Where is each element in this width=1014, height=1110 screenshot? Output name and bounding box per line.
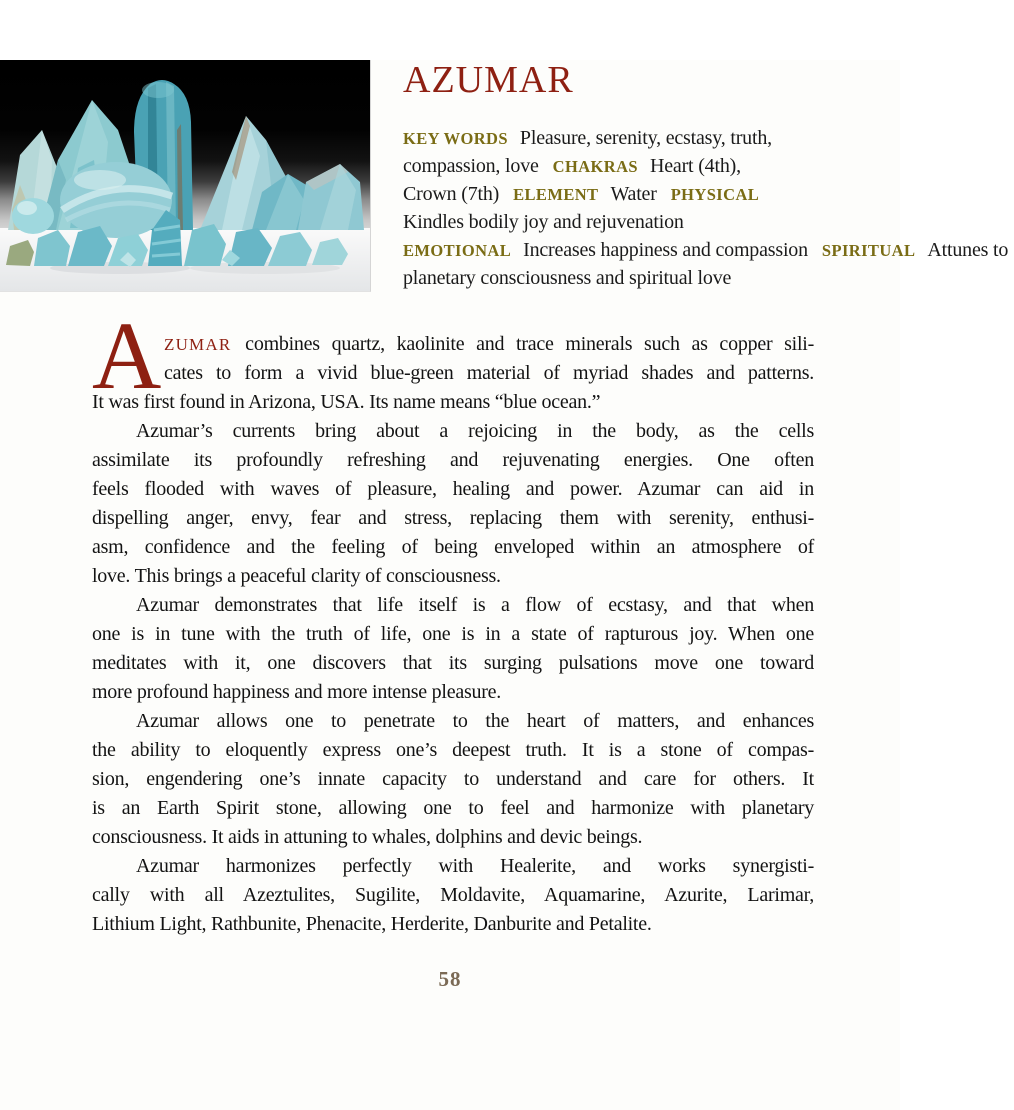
text-line: It was first found in Arizona, USA. Its name means “blue ocean.” <box>92 391 601 413</box>
body-text <box>92 302 814 939</box>
azumar-crystals-photo <box>0 60 371 292</box>
text-line: ZUMAR combines quartz, kaolinite and trace minerals such as copper sili- <box>164 333 814 355</box>
page-number: 58 <box>438 967 462 991</box>
text-line: meditates with it, one discovers that its surging pulsations move one toward <box>92 652 814 674</box>
keyword-label: CHAKRAS <box>552 157 638 176</box>
text-line: is an Earth Spirit stone, allowing one to feel and harmonize with planetary <box>92 797 814 819</box>
text-line: cates to form a vivid blue-green material of myriad shades and patterns. <box>164 362 814 384</box>
keyword-label: PHYSICAL <box>670 185 760 204</box>
keyword-label: KEY WORDS <box>403 129 508 148</box>
keyword-text: Water <box>610 183 657 205</box>
text-line: cally with all Azeztulites, Sugilite, Moldavite, Aquamarine, Azurite, Larimar, <box>92 884 814 906</box>
keyword-text: planetary consciousness and spiritual love <box>403 267 732 289</box>
paragraph <box>92 302 814 417</box>
keyword-label: EMOTIONAL <box>403 241 512 260</box>
text-line: Azumar demonstrates that life itself is a flow of ecstasy, and that when <box>136 594 814 616</box>
text-line: one is in tune with the truth of life, one is in a state of rapturous joy. When one <box>92 623 814 645</box>
text-line: Azumar allows one to penetrate to the heart of matters, and enhances <box>136 710 814 732</box>
lead-word: ZUMAR <box>164 335 232 354</box>
keyword-label: SPIRITUAL <box>821 241 916 260</box>
paragraph <box>92 417 814 591</box>
drop-cap: A <box>92 302 162 409</box>
keyword-text: compassion, love <box>403 155 539 177</box>
text-line: feels flooded with waves of pleasure, healing and power. Azumar can aid in <box>92 478 814 500</box>
book-page <box>0 59 1009 1110</box>
text-line: asm, confidence and the feeling of being enveloped within an atmosphere of <box>92 536 814 558</box>
keyword-text: Kindles bodily joy and rejuvenation <box>403 211 684 233</box>
keyword-text: Pleasure, serenity, ecstasy, truth, <box>519 127 772 149</box>
text-line: love. This brings a peaceful clarity of consciousness. <box>92 565 501 587</box>
text-line: dispelling anger, envy, fear and stress, replacing them with serenity, enthusi- <box>92 507 814 529</box>
keyword-label: ELEMENT <box>513 185 599 204</box>
paragraph <box>92 707 814 852</box>
keyword-text: Increases happiness and compassion <box>523 239 808 261</box>
keyword-text: Heart (4th), <box>649 155 741 177</box>
text-line: Azumar harmonizes perfectly with Healerite, and works synergisti- <box>136 855 814 877</box>
text-line: sion, engendering one’s innate capacity to understand and care for others. It <box>92 768 814 790</box>
paragraph <box>92 591 814 707</box>
text-line: Lithium Light, Rathbunite, Phenacite, Herderite, Danburite and Petalite. <box>92 913 652 935</box>
text-line: consciousness. It aids in attuning to whales, dolphins and devic beings. <box>92 826 643 848</box>
page-title: AZUMAR <box>403 59 574 101</box>
keyword-text: Attunes to <box>927 239 1009 261</box>
crystal-photo-illustration <box>0 60 370 291</box>
text-line: Azumar’s currents bring about a rejoicing in the body, as the cells <box>136 420 814 442</box>
text-line: assimilate its profoundly refreshing and rejuvenating energies. One often <box>92 449 814 471</box>
paragraph <box>92 852 814 939</box>
text-line: more profound happiness and more intense pleasure. <box>92 681 502 703</box>
text-line: the ability to eloquently express one’s deepest truth. It is a stone of compas- <box>92 739 814 761</box>
keyword-text: Crown (7th) <box>403 183 500 205</box>
